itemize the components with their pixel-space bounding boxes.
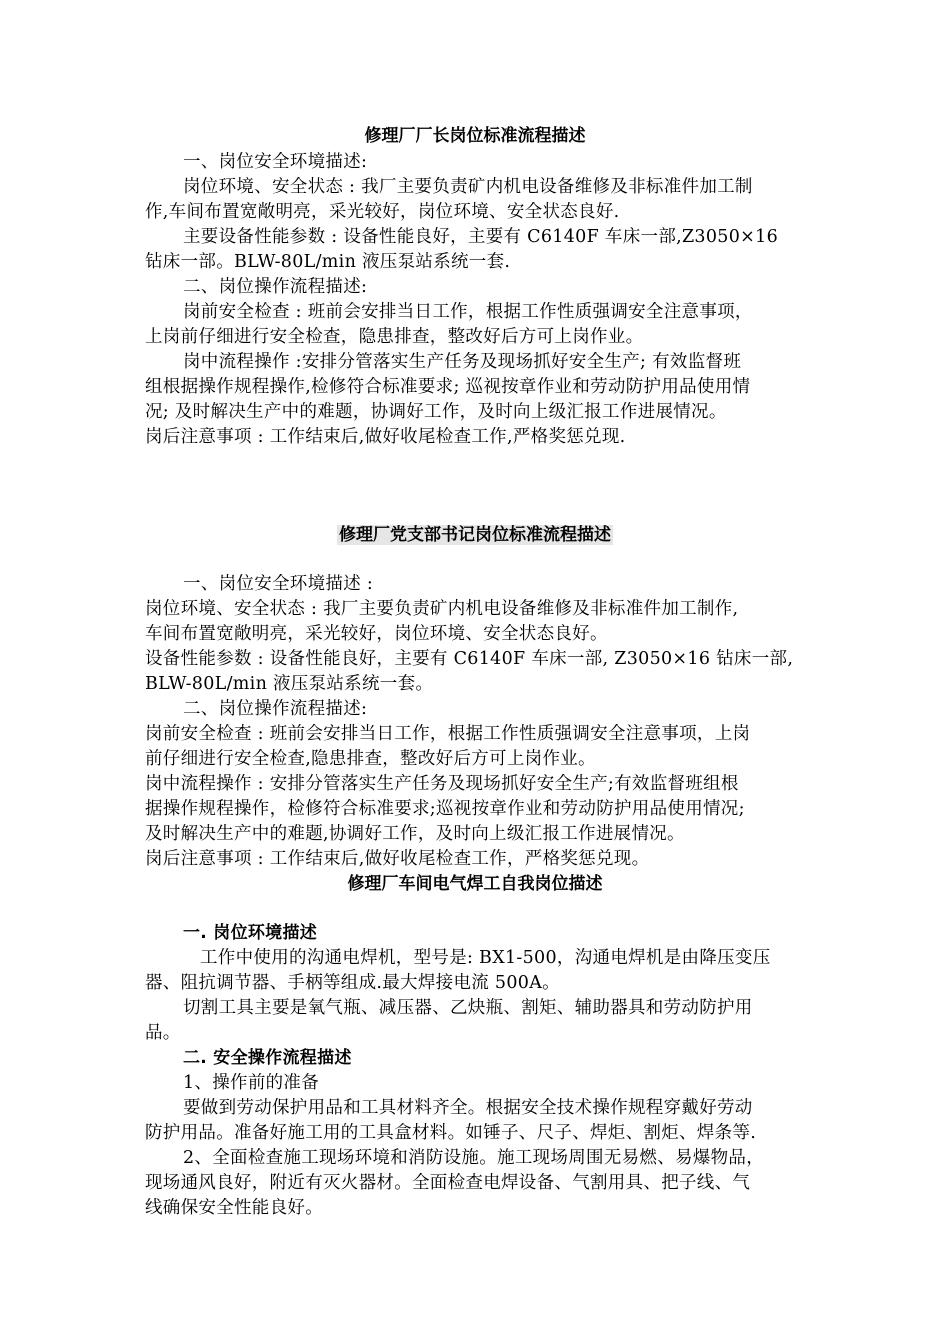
section2-title-text: 修理厂党支部书记岗位标准流程描述 [339,525,611,545]
section1-title: 修理厂厂长岗位标准流程描述 [364,126,586,146]
section3-line: 防护用品。准备好施工用的工具盒材料。如锤子、尺子、焊炬、割炬、焊条等. [145,1123,757,1143]
section2-line: 岗中流程操作 : 安排分管落实生产任务及现场抓好安全生产;有效监督班组根 [145,774,739,794]
section3-title: 修理厂车间电气焊工自我岗位描述 [347,874,603,894]
section2-line: 岗位环境、安全状态 : 我厂主要负责矿内机电设备维修及非标准件加工制作, [145,599,739,619]
section1-line: 岗中流程操作 :安排分管落实生产任务及现场抓好安全生产; 有效监督班 [183,352,742,372]
section2-line: 车间布置宽敞明亮，采光较好，岗位环境、安全状态良好。 [145,624,608,644]
section2-line: 前仔细进行安全检查,隐患排查，整改好后方可上岗作业。 [145,749,596,769]
section2-line: 岗后注意事项 : 工作结束后,做好收尾检查工作，严格奖惩兑现。 [145,849,650,869]
section1-line: 岗前安全检查 : 班前会安排当日工作，根据工作性质强调安全注意事项， [183,302,753,322]
section3-heading-env: 一. 岗位环境描述 [183,923,318,943]
section1-line: 主要设备性能参数 : 设备性能良好，主要有 C6140F 车床一部,Z3050×16 [183,227,779,247]
section3-line: 线确保安全性能良好。 [145,1198,323,1218]
section1-heading-ops: 二、岗位操作流程描述: [183,277,368,297]
section1-line: 岗位环境、安全状态 : 我厂主要负责矿内机电设备维修及非标准件加工制 [183,177,753,197]
section2-line: 据操作规程操作，检修符合标准要求;巡视按章作业和劳动防护用品使用情况; [145,799,745,819]
section1-line: 况; 及时解决生产中的难题，协调好工作，及时向上级汇报工作进展情况。 [145,402,727,422]
section3-line: 品。 [145,1023,181,1043]
section2-line: 岗前安全检查 : 班前会安排当日工作，根据工作性质强调安全注意事项，上岗 [145,724,751,744]
section2-heading-env: 一、岗位安全环境描述 : [183,574,374,594]
section1-line: 上岗前仔细进行安全检查，隐患排查，整改好后方可上岗作业。 [145,327,644,347]
section2-line: 及时解决生产中的难题,协调好工作，及时向上级汇报工作进展情况。 [145,824,685,844]
section3-subheading: 1、操作前的准备 [183,1073,320,1093]
section3-line: 工作中使用的沟通电焊机，型号是: BX1-500，沟通电焊机是由降压变压 [200,948,771,968]
section2-title [0,523,950,548]
section2-line: BLW-80L/min 液压泵站系统一套。 [145,674,434,694]
section1-line: 岗后注意事项 : 工作结束后,做好收尾检查工作,严格奖惩兑现. [145,427,626,447]
section1-line: 作,车间布置宽敞明亮，采光较好，岗位环境、安全状态良好. [145,202,620,222]
section3-heading-ops: 二. 安全操作流程描述 [183,1048,352,1068]
section2-heading-ops: 二、岗位操作流程描述: [183,699,368,719]
section3-line: 现场通风良好，附近有灭火器材。全面检查电焊设备、气割用具、把子线、气 [145,1173,751,1193]
section3-line: 要做到劳动保护用品和工具材料齐全。根据安全技术操作规程穿戴好劳动 [183,1098,753,1118]
section1-line: 组根据操作规程操作,检修符合标准要求; 巡视按章作业和劳动防护用品使用情 [145,377,751,397]
section3-line: 器、阻抗调节器、手柄等组成.最大焊接电流 500A。 [145,973,560,993]
section3-line: 切割工具主要是氧气瓶、减压器、乙炔瓶、割矩、辅助器具和劳动防护用 [183,998,753,1018]
section1-heading-env: 一、岗位安全环境描述: [183,152,368,172]
section3-line: 2、全面检查施工现场环境和消防设施。施工现场周围无易燃、易爆物品， [183,1148,765,1168]
section1-line: 钻床一部。BLW-80L/min 液压泵站系统一套. [145,252,511,272]
section2-line: 设备性能参数 : 设备性能良好，主要有 C6140F 车床一部, Z3050×16 钻床一部, [145,649,794,669]
